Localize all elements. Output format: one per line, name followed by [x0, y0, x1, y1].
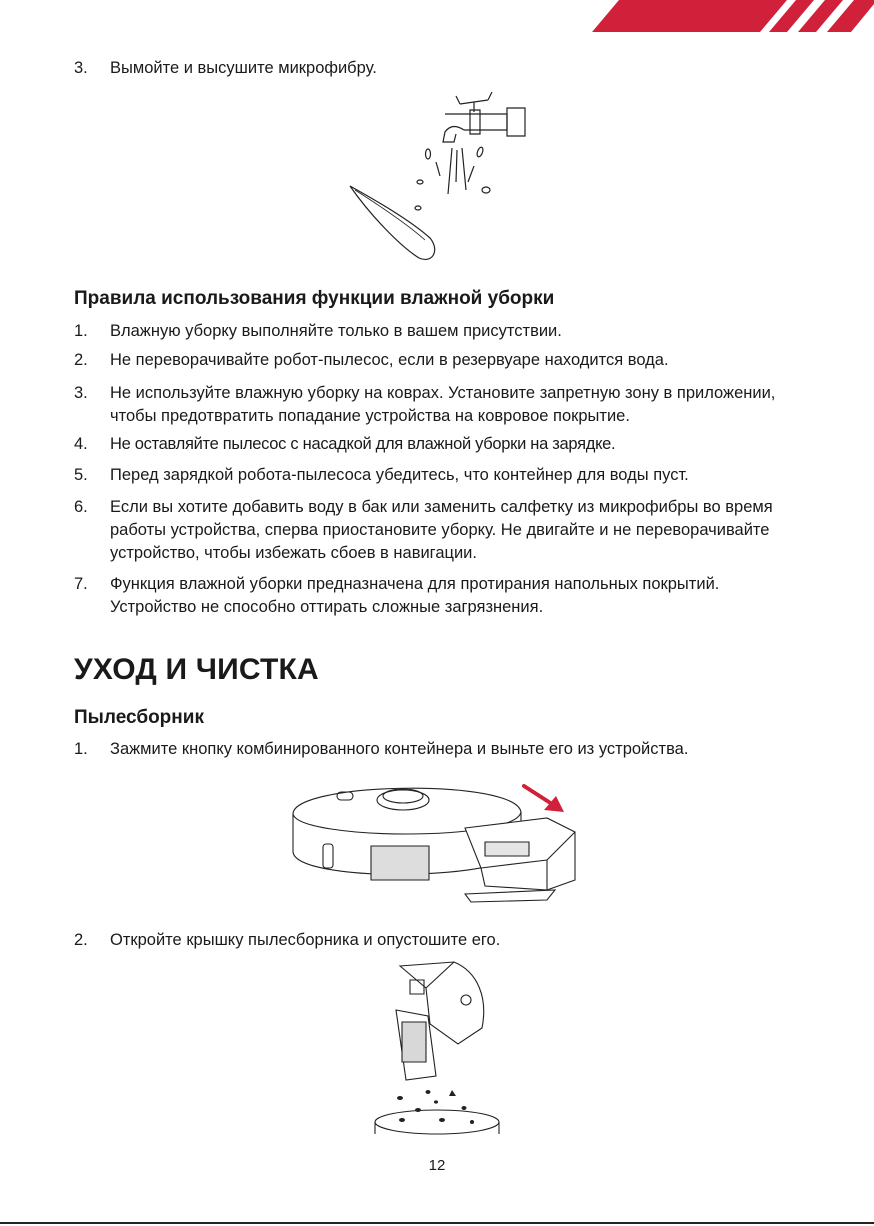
step-text: Зажмите кнопку комбинированного контейнера и выньте его из устройства.: [110, 740, 689, 758]
step-text: Если вы хотите добавить воду в бак или заменить салфетку из микрофибры во время работы устройства, сперва приостановите уборку. Не двигайте и не переворачивайте устройство, чтобы избежать сбоев в навигации.: [110, 498, 773, 562]
step-number: 6.: [74, 498, 88, 516]
dustbin-icon: [370, 958, 510, 1086]
wet-rules-heading: Правила использования функции влажной уборки: [74, 288, 555, 309]
care-step: [74, 929, 830, 952]
step-text: Откройте крышку пылесборника и опустошите его.: [110, 931, 501, 949]
wet-rule-item: [74, 382, 810, 428]
step-wash-microfiber: [74, 57, 830, 80]
step-number: 7.: [74, 575, 88, 593]
step-text: Перед зарядкой робота-пылесоса убедитесь, что контейнер для воды пуст.: [110, 466, 689, 484]
care-heading: УХОД И ЧИСТКА: [74, 653, 319, 686]
step-text: Функция влажной уборки предназначена для протирания напольных покрытий. Устройство не способно оттирать сложные загрязнения.: [110, 575, 720, 616]
page-number: 12: [428, 1157, 446, 1174]
step-text: Не переворачивайте робот-пылесос, если в резервуаре находится вода.: [110, 351, 669, 369]
care-step: [74, 738, 830, 761]
step-number: 1.: [74, 322, 88, 340]
wet-rule-item: [74, 464, 830, 487]
removal-arrow-icon: [520, 782, 566, 816]
trash-bin-icon: [372, 1088, 502, 1134]
step-text: Влажную уборку выполняйте только в вашем присутствии.: [110, 322, 562, 340]
step-text: Вымойте и высушите микрофибру.: [110, 59, 377, 77]
wet-rule-item: [74, 320, 830, 343]
wet-rule-item: [74, 349, 830, 372]
step-number: 3.: [74, 384, 88, 402]
step-number: 5.: [74, 466, 88, 484]
wet-rule-item: [74, 496, 800, 565]
microfiber-pad-icon: [345, 180, 440, 265]
step-number: 1.: [74, 740, 88, 758]
wet-rule-item: [74, 573, 730, 619]
bottom-divider: [0, 1222, 874, 1224]
step-number: 3.: [74, 59, 88, 77]
step-number: 4.: [74, 435, 88, 453]
step-text: Не используйте влажную уборку на коврах. Установите запретную зону в приложении, чтобы предотвратить попадание устройства на ковровое покрытие.: [110, 384, 776, 425]
header-accent-stripes: [474, 0, 874, 32]
step-number: 2.: [74, 351, 88, 369]
wet-rule-item: [74, 433, 830, 456]
step-text: Не оставляйте пылесос с насадкой для влажной уборки на зарядке.: [110, 435, 616, 453]
step-number: 2.: [74, 931, 88, 949]
dustbin-subheading: Пылесборник: [74, 707, 204, 728]
